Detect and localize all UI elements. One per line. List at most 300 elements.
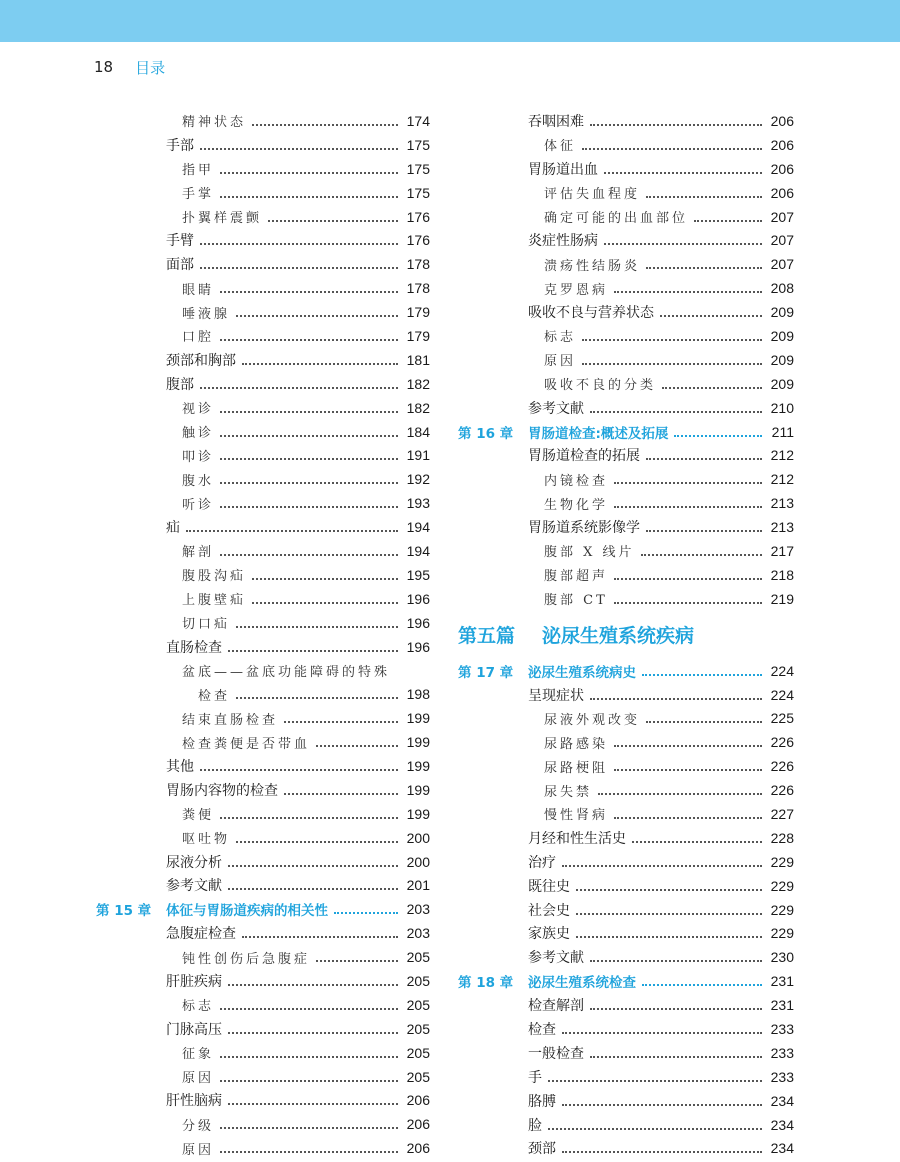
toc-entry[interactable] bbox=[458, 706, 794, 730]
dot-leader bbox=[641, 554, 762, 556]
toc-entry[interactable] bbox=[458, 1065, 794, 1089]
chapter-number: 第 18 章 bbox=[458, 975, 514, 992]
entry-title: 社会史 bbox=[528, 902, 570, 919]
entry-title: 粪便 bbox=[182, 808, 215, 824]
dot-leader bbox=[614, 769, 762, 771]
entry-title: 直肠检查 bbox=[166, 639, 222, 656]
page-number-ref: 199 bbox=[406, 757, 430, 774]
toc-entry[interactable] bbox=[458, 1137, 794, 1161]
dot-leader bbox=[220, 1127, 398, 1129]
dot-leader bbox=[614, 482, 762, 484]
page-number-ref: 199 bbox=[406, 781, 430, 798]
toc-entry[interactable] bbox=[458, 730, 794, 754]
page-number-ref: 199 bbox=[406, 734, 430, 751]
entry-title: 标志 bbox=[182, 999, 215, 1015]
page-number: 18 bbox=[94, 58, 114, 76]
dot-leader bbox=[200, 769, 398, 771]
toc-entry[interactable] bbox=[96, 850, 430, 874]
toc-entry[interactable] bbox=[458, 587, 794, 611]
toc-chapter-entry[interactable] bbox=[458, 659, 794, 683]
page-number-ref: 226 bbox=[770, 782, 794, 799]
toc-entry[interactable] bbox=[458, 252, 794, 276]
toc-entry[interactable] bbox=[96, 396, 430, 420]
page-number-ref: 203 bbox=[406, 901, 430, 918]
entry-title: 胃肠道系统影像学 bbox=[528, 520, 640, 537]
toc-entry[interactable] bbox=[96, 515, 430, 539]
dot-leader bbox=[590, 960, 762, 962]
entry-title: 腹股沟疝 bbox=[182, 569, 247, 585]
page-number-ref: 181 bbox=[406, 351, 430, 368]
entry-title: 指甲 bbox=[182, 163, 215, 179]
toc-entry[interactable] bbox=[458, 1089, 794, 1113]
dot-leader bbox=[228, 1032, 398, 1034]
toc-entry-wrapped-line: 盆底——盆底功能障碍的特殊 bbox=[182, 664, 391, 680]
toc-entry[interactable] bbox=[96, 443, 430, 467]
toc-entry[interactable] bbox=[458, 1041, 794, 1065]
toc-entry[interactable] bbox=[96, 348, 430, 372]
entry-title: 胳膊 bbox=[528, 1093, 556, 1110]
entry-title: 参考文献 bbox=[528, 950, 584, 967]
dot-leader bbox=[582, 363, 762, 365]
toc-entry[interactable] bbox=[458, 181, 794, 205]
entry-title: 原因 bbox=[182, 1071, 215, 1087]
page-number-ref: 209 bbox=[770, 304, 794, 321]
page-number-ref: 206 bbox=[406, 1116, 430, 1133]
toc-entry[interactable] bbox=[458, 109, 794, 133]
dot-leader bbox=[228, 984, 398, 986]
entry-title: 眼睛 bbox=[182, 282, 215, 298]
toc-entry[interactable] bbox=[96, 993, 430, 1017]
toc-entry[interactable] bbox=[96, 1136, 430, 1160]
entry-title: 呕吐物 bbox=[182, 832, 231, 848]
toc-entry[interactable] bbox=[458, 1017, 794, 1041]
entry-title: 扑翼样震颤 bbox=[182, 211, 263, 226]
dot-leader bbox=[632, 841, 762, 843]
page-number-ref: 205 bbox=[406, 996, 430, 1013]
toc-entry[interactable] bbox=[96, 921, 430, 945]
entry-title: 月经和性生活史 bbox=[528, 830, 626, 847]
entry-title: 手部 bbox=[166, 137, 194, 154]
toc-entry[interactable] bbox=[458, 515, 794, 539]
dot-leader bbox=[590, 1056, 762, 1058]
toc-entry[interactable] bbox=[458, 1113, 794, 1137]
toc-entry[interactable] bbox=[458, 300, 794, 324]
entry-title: 结束直肠检查 bbox=[182, 712, 279, 728]
header-color-band bbox=[0, 0, 900, 42]
part-number: 第五篇 bbox=[458, 625, 516, 648]
page-number-ref: 228 bbox=[770, 829, 794, 846]
toc-entry[interactable] bbox=[458, 396, 794, 420]
toc-entry[interactable] bbox=[96, 276, 430, 300]
dot-leader bbox=[660, 315, 762, 317]
dot-leader bbox=[220, 196, 398, 198]
page-number-ref: 207 bbox=[770, 208, 794, 225]
dot-leader bbox=[228, 650, 398, 652]
dot-leader bbox=[646, 721, 762, 723]
page-number-ref: 212 bbox=[770, 447, 794, 464]
dot-leader bbox=[334, 912, 398, 914]
toc-entry[interactable] bbox=[96, 300, 430, 324]
dot-leader bbox=[662, 387, 762, 389]
toc-entry[interactable] bbox=[96, 1041, 430, 1065]
page-header bbox=[94, 54, 165, 80]
toc-entry[interactable] bbox=[458, 563, 794, 587]
entry-title: 一般检查 bbox=[528, 1045, 584, 1062]
entry-title: 门脉高压 bbox=[166, 1021, 222, 1038]
toc-entry[interactable] bbox=[96, 252, 430, 276]
entry-title: 尿失禁 bbox=[544, 784, 593, 800]
toc-entry[interactable] bbox=[458, 802, 794, 826]
page-number-ref: 178 bbox=[406, 280, 430, 297]
dot-leader bbox=[220, 458, 398, 460]
toc-entry[interactable] bbox=[458, 133, 794, 157]
entry-title: 生物化学 bbox=[544, 497, 609, 513]
page-number-ref: 231 bbox=[770, 973, 794, 990]
page-number-ref: 192 bbox=[406, 471, 430, 488]
dot-leader bbox=[252, 578, 398, 580]
page-number-ref: 208 bbox=[770, 280, 794, 297]
toc-entry[interactable] bbox=[96, 467, 430, 491]
dot-leader bbox=[236, 841, 398, 843]
page-number-ref: 206 bbox=[406, 1140, 430, 1157]
entry-title: 腹部 CT bbox=[544, 593, 608, 609]
toc-entry[interactable] bbox=[96, 730, 430, 754]
page-number-ref: 209 bbox=[770, 375, 794, 392]
toc-entry[interactable] bbox=[96, 1017, 430, 1041]
toc-entry[interactable] bbox=[96, 1112, 430, 1136]
toc-entry[interactable] bbox=[96, 969, 430, 993]
page-number-ref: 234 bbox=[770, 1116, 794, 1133]
dot-leader bbox=[220, 339, 398, 341]
dot-leader bbox=[200, 243, 398, 245]
toc-entry[interactable] bbox=[96, 754, 430, 778]
page-number-ref: 174 bbox=[406, 112, 430, 129]
dot-leader bbox=[220, 411, 398, 413]
entry-title: 标志 bbox=[544, 330, 577, 346]
entry-title: 手臂 bbox=[166, 233, 194, 250]
page-number-ref: 224 bbox=[770, 662, 794, 679]
page-number-ref: 205 bbox=[406, 1068, 430, 1085]
toc-entry[interactable] bbox=[96, 157, 430, 181]
dot-leader bbox=[252, 602, 398, 604]
dot-leader bbox=[590, 1008, 762, 1010]
entry-title: 原因 bbox=[182, 1142, 215, 1158]
entry-title: 肝性脑病 bbox=[166, 1093, 222, 1110]
entry-title: 手掌 bbox=[182, 187, 215, 203]
page-number-ref: 205 bbox=[406, 949, 430, 966]
entry-title: 既往史 bbox=[528, 878, 570, 895]
dot-leader bbox=[576, 913, 762, 915]
page-number-ref: 196 bbox=[406, 638, 430, 655]
dot-leader bbox=[694, 220, 762, 222]
toc-entry[interactable] bbox=[458, 205, 794, 229]
toc-entry[interactable] bbox=[458, 922, 794, 946]
page-number-ref: 176 bbox=[406, 208, 430, 225]
toc-entry[interactable] bbox=[458, 898, 794, 922]
chapter-number: 第 15 章 bbox=[96, 903, 152, 920]
page-number-ref: 182 bbox=[406, 375, 430, 392]
dot-leader bbox=[220, 172, 398, 174]
dot-leader bbox=[252, 124, 398, 126]
page-number-ref: 210 bbox=[770, 399, 794, 416]
chapter-number: 第 17 章 bbox=[458, 664, 514, 681]
entry-title: 呈现症状 bbox=[528, 687, 584, 704]
toc-entry[interactable] bbox=[96, 420, 430, 444]
toc-entry[interactable] bbox=[96, 682, 430, 706]
dot-leader bbox=[548, 1128, 762, 1130]
section-title: 目录 bbox=[135, 58, 166, 77]
page-number-ref: 179 bbox=[406, 327, 430, 344]
dot-leader bbox=[562, 1104, 762, 1106]
toc-entry[interactable] bbox=[458, 276, 794, 300]
entry-title: 泌尿生殖系统检查 bbox=[528, 975, 636, 992]
page-number-ref: 201 bbox=[406, 877, 430, 894]
dot-leader bbox=[548, 1080, 762, 1082]
entry-title: 腹部超声 bbox=[544, 569, 609, 585]
dot-leader bbox=[236, 315, 398, 317]
entry-title: 尿液分析 bbox=[166, 854, 222, 871]
toc-chapter-entry[interactable] bbox=[458, 420, 794, 444]
toc-entry[interactable] bbox=[458, 228, 794, 252]
dot-leader bbox=[220, 817, 398, 819]
entry-title: 唾液腺 bbox=[182, 306, 231, 322]
entry-title: 评估失血程度 bbox=[544, 187, 641, 203]
entry-title: 钝性创伤后急腹症 bbox=[182, 951, 311, 967]
page-number-ref: 207 bbox=[770, 256, 794, 273]
dot-leader bbox=[614, 291, 762, 293]
toc-entry[interactable] bbox=[96, 205, 430, 229]
toc-entry[interactable] bbox=[458, 874, 794, 898]
toc-entry[interactable] bbox=[96, 587, 430, 611]
dot-leader bbox=[674, 435, 762, 437]
dot-leader bbox=[236, 697, 398, 699]
page-number-ref: 175 bbox=[406, 160, 430, 177]
dot-leader bbox=[220, 1056, 398, 1058]
page-number-ref: 225 bbox=[770, 710, 794, 727]
toc-entry[interactable] bbox=[96, 539, 430, 563]
page-number-ref: 217 bbox=[770, 542, 794, 559]
entry-title: 手 bbox=[528, 1069, 542, 1086]
entry-title: 泌尿生殖系统病史 bbox=[528, 664, 636, 681]
entry-title: 原因 bbox=[544, 354, 577, 370]
toc-entry[interactable] bbox=[458, 826, 794, 850]
page-number-ref: 206 bbox=[770, 184, 794, 201]
dot-leader bbox=[604, 172, 762, 174]
toc-entry[interactable] bbox=[458, 778, 794, 802]
entry-title: 其他 bbox=[166, 758, 194, 775]
page-number-ref: 200 bbox=[406, 853, 430, 870]
page-number-ref: 196 bbox=[406, 590, 430, 607]
entry-title: 胃肠道检查:概述及拓展 bbox=[528, 425, 669, 442]
entry-title: 分级 bbox=[182, 1118, 215, 1134]
page-number-ref: 233 bbox=[770, 1044, 794, 1061]
toc-entry[interactable] bbox=[96, 563, 430, 587]
toc-entry[interactable] bbox=[96, 109, 430, 133]
page-number-ref: 198 bbox=[406, 686, 430, 703]
dot-leader bbox=[200, 387, 398, 389]
page-number-ref: 218 bbox=[770, 566, 794, 583]
toc-entry[interactable] bbox=[96, 778, 430, 802]
entry-title: 治疗 bbox=[528, 854, 556, 871]
toc-entry[interactable] bbox=[458, 683, 794, 707]
toc-chapter-entry[interactable] bbox=[96, 897, 430, 921]
entry-title: 尿路感染 bbox=[544, 736, 609, 752]
toc-entry[interactable] bbox=[458, 491, 794, 515]
entry-title: 肝脏疾病 bbox=[166, 974, 222, 990]
entry-title: 叩诊 bbox=[182, 449, 215, 465]
page-number-ref: 182 bbox=[406, 399, 430, 416]
entry-title: 体征 bbox=[544, 139, 577, 155]
toc-left-column bbox=[96, 109, 430, 1160]
dot-leader bbox=[220, 506, 398, 508]
page-number-ref: 193 bbox=[406, 495, 430, 512]
toc-entry[interactable] bbox=[458, 754, 794, 778]
dot-leader bbox=[562, 865, 762, 867]
part-heading bbox=[458, 611, 794, 659]
toc-entry[interactable] bbox=[458, 443, 794, 467]
toc-entry[interactable] bbox=[96, 611, 430, 635]
entry-title: 胃肠道检查的拓展 bbox=[528, 448, 640, 465]
toc-entry[interactable] bbox=[458, 372, 794, 396]
toc-entry[interactable] bbox=[96, 372, 430, 396]
entry-title: 腹部 bbox=[166, 376, 194, 393]
page-number-ref: 207 bbox=[770, 232, 794, 249]
dot-leader bbox=[242, 363, 398, 365]
entry-title: 听诊 bbox=[182, 497, 215, 513]
entry-title: 检查解剖 bbox=[528, 998, 584, 1015]
dot-leader bbox=[220, 1080, 398, 1082]
toc-entry[interactable] bbox=[458, 324, 794, 348]
dot-leader bbox=[228, 865, 398, 867]
entry-title: 视诊 bbox=[182, 402, 215, 418]
entry-title: 口腔 bbox=[182, 330, 215, 346]
page-number-ref: 206 bbox=[770, 160, 794, 177]
toc-entry[interactable] bbox=[96, 706, 430, 730]
dot-leader bbox=[590, 124, 762, 126]
page-number-ref: 233 bbox=[770, 1068, 794, 1085]
dot-leader bbox=[590, 411, 762, 413]
dot-leader bbox=[614, 745, 762, 747]
dot-leader bbox=[228, 1103, 398, 1105]
toc-entry[interactable] bbox=[458, 850, 794, 874]
entry-title: 参考文献 bbox=[528, 400, 584, 417]
page-number-ref: 229 bbox=[770, 901, 794, 918]
part-title: 泌尿生殖系统疾病 bbox=[542, 625, 695, 648]
entry-title: 切口疝 bbox=[182, 617, 231, 633]
dot-leader bbox=[200, 148, 398, 150]
toc-entry[interactable] bbox=[96, 181, 430, 205]
dot-leader bbox=[316, 745, 398, 747]
page-number-ref: 219 bbox=[770, 590, 794, 607]
dot-leader bbox=[598, 793, 762, 795]
toc-entry[interactable] bbox=[458, 539, 794, 563]
page-number-ref: 234 bbox=[770, 1140, 794, 1157]
entry-title: 疝 bbox=[166, 520, 180, 537]
entry-title: 检查 bbox=[198, 688, 231, 704]
page-number-ref: 196 bbox=[406, 614, 430, 631]
toc-entry[interactable] bbox=[458, 945, 794, 969]
entry-title: 面部 bbox=[166, 257, 194, 274]
toc-entry[interactable] bbox=[96, 826, 430, 850]
page-number-ref: 205 bbox=[406, 973, 430, 989]
page-number-ref: 212 bbox=[770, 471, 794, 488]
entry-title: 参考文献 bbox=[166, 878, 222, 895]
toc-chapter-entry[interactable] bbox=[458, 969, 794, 993]
page-number-ref: 209 bbox=[770, 351, 794, 368]
entry-title: 溃疡性结肠炎 bbox=[544, 258, 641, 274]
page-number-ref: 206 bbox=[770, 136, 794, 153]
page-number-ref: 194 bbox=[406, 519, 430, 536]
page-number-ref: 200 bbox=[406, 829, 430, 846]
entry-title: 尿液外观改变 bbox=[544, 712, 641, 728]
toc-entry[interactable] bbox=[96, 874, 430, 898]
entry-title: 吸收不良与营养状态 bbox=[528, 305, 654, 322]
toc-entry[interactable] bbox=[96, 491, 430, 515]
dot-leader bbox=[284, 721, 398, 723]
page-number-ref: 194 bbox=[406, 542, 430, 559]
page-number-ref: 179 bbox=[406, 304, 430, 321]
entry-title: 内镜检查 bbox=[544, 473, 609, 489]
entry-title: 解剖 bbox=[182, 545, 215, 561]
toc-entry[interactable] bbox=[96, 635, 430, 659]
toc-entry[interactable] bbox=[458, 348, 794, 372]
page-number-ref: 205 bbox=[406, 1044, 430, 1061]
toc-entry[interactable] bbox=[96, 802, 430, 826]
entry-title: 颈部 bbox=[528, 1141, 556, 1158]
page-number-ref: 229 bbox=[770, 925, 794, 942]
page-number-ref: 229 bbox=[770, 853, 794, 870]
page-number-ref: 213 bbox=[770, 495, 794, 512]
page-number-ref: 178 bbox=[406, 256, 430, 273]
entry-title: 检查粪便是否带血 bbox=[182, 736, 311, 752]
dot-leader bbox=[614, 506, 762, 508]
toc-entry[interactable] bbox=[96, 945, 430, 969]
entry-title: 确定可能的出血部位 bbox=[544, 211, 689, 226]
page-number-ref: 184 bbox=[406, 423, 430, 440]
dot-leader bbox=[242, 936, 398, 938]
page-number-ref: 227 bbox=[770, 805, 794, 822]
dot-leader bbox=[562, 1151, 762, 1153]
dot-leader bbox=[236, 626, 398, 628]
toc-entry[interactable] bbox=[96, 1065, 430, 1089]
dot-leader bbox=[576, 889, 762, 891]
entry-title: 慢性肾病 bbox=[544, 808, 609, 824]
entry-title: 吞咽困难 bbox=[528, 113, 584, 130]
toc-entry[interactable] bbox=[458, 157, 794, 181]
page-number-ref: 229 bbox=[770, 877, 794, 894]
entry-title: 急腹症检查 bbox=[166, 926, 236, 943]
page-number-ref: 234 bbox=[770, 1092, 794, 1109]
entry-title: 尿路梗阻 bbox=[544, 760, 609, 776]
page-number-ref: 230 bbox=[770, 949, 794, 966]
toc-entry[interactable] bbox=[458, 993, 794, 1017]
page-number-ref: 199 bbox=[406, 710, 430, 727]
dot-leader bbox=[220, 1008, 398, 1010]
entry-title: 检查 bbox=[528, 1022, 556, 1038]
page-number-ref: 233 bbox=[770, 1021, 794, 1037]
toc-entry[interactable] bbox=[96, 324, 430, 348]
dot-leader bbox=[614, 578, 762, 580]
dot-leader bbox=[200, 267, 398, 269]
toc-entry[interactable] bbox=[458, 467, 794, 491]
toc-entry[interactable] bbox=[96, 133, 430, 157]
toc-entry[interactable] bbox=[96, 1089, 430, 1113]
page-number-ref: 226 bbox=[770, 734, 794, 751]
page-number-ref: 203 bbox=[406, 925, 430, 942]
page-number-ref: 213 bbox=[770, 519, 794, 536]
page-number-ref: 199 bbox=[406, 805, 430, 822]
toc-entry[interactable] bbox=[96, 228, 430, 252]
